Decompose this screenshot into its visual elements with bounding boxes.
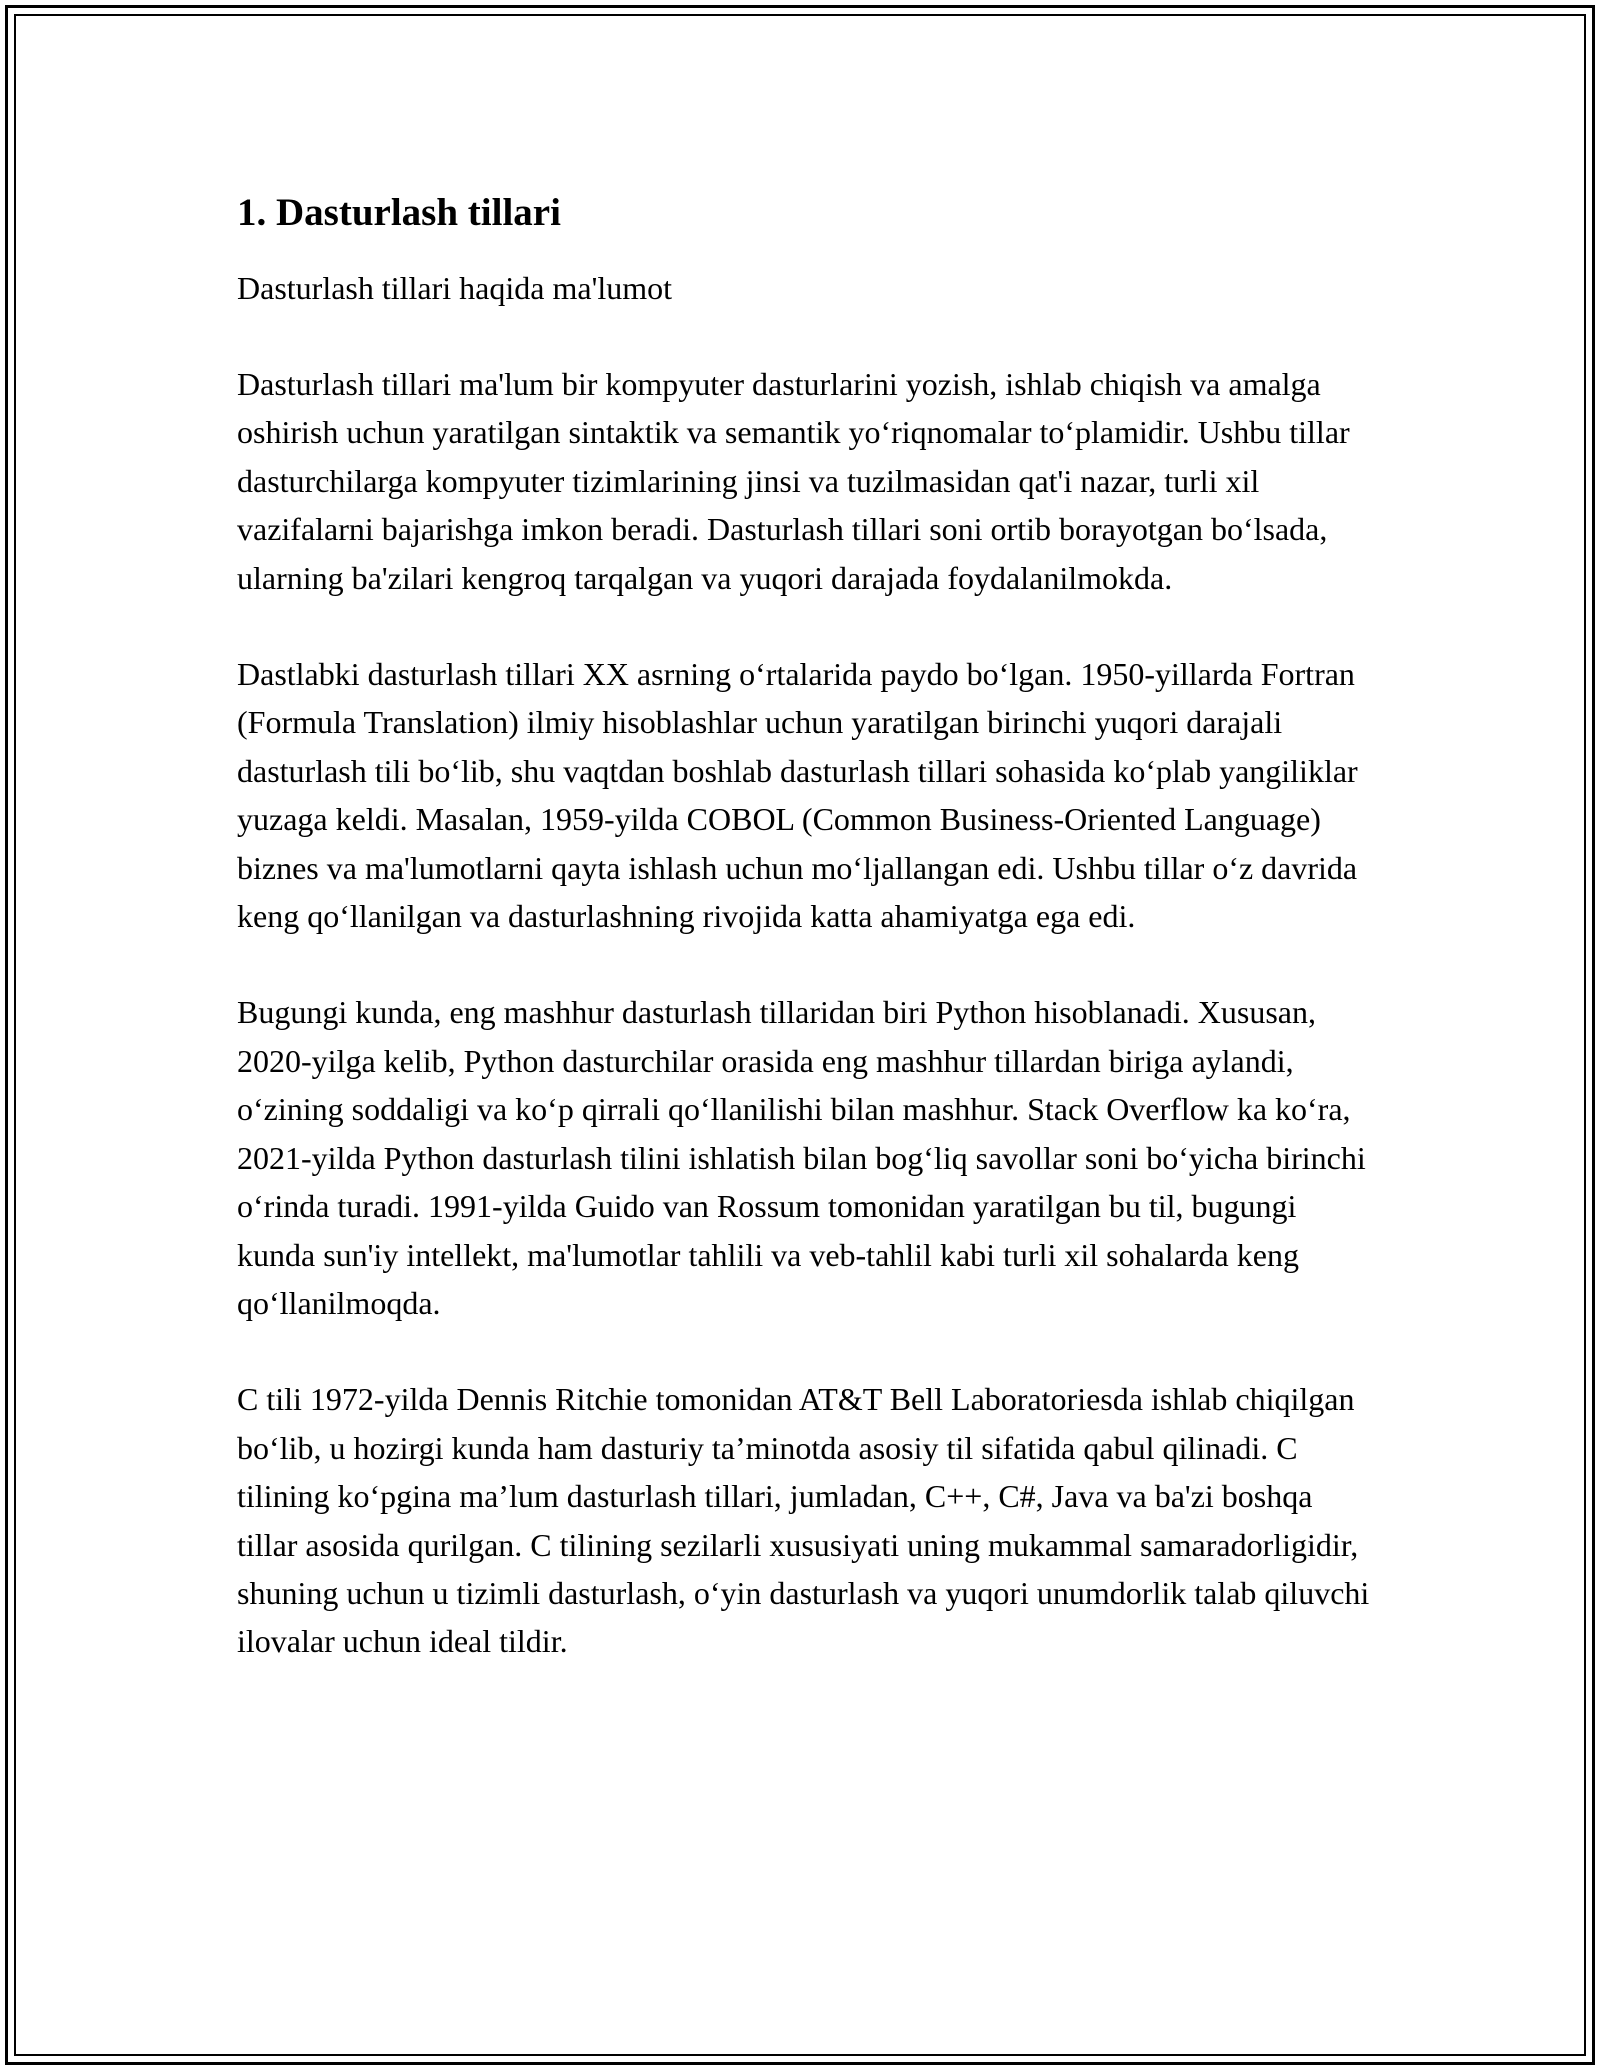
section-subtitle: Dasturlash tillari haqida ma'lumot bbox=[237, 270, 672, 306]
paragraph-intro: Dasturlash tillari ma'lum bir kompyuter dasturlarini yozish, ishlab chiqish va amalga oshirish uchun yaratilgan sintaktik va semantik yo‘riqnomalar to‘plamidir. Ushbu tillar dasturchilarga kompyuter tizimlarining jinsi va tuzilmasidan qat'i nazar, turli xil vazifalarni bajarishga imkon beradi. Dasturlash tillari soni ortib borayotgan bo‘lsada, ularning ba'zilari kengroq tarqalgan va yuqori darajada foydalanilmokda. bbox=[237, 366, 1350, 596]
section-heading: 1. Dasturlash tillari bbox=[237, 191, 561, 234]
document-body bbox=[237, 190, 1372, 1666]
paragraph-c-language: C tili 1972-yilda Dennis Ritchie tomonidan AT&T Bell Laboratoriesda ishlab chiqilgan bo‘lib, u hozirgi kunda ham dasturiy ta’minotda asosiy til sifatida qabul qilinadi. C tilining ko‘pgina ma’lum dasturlash tillari, jumladan, C++, C#, Java va ba'zi boshqa tillar asosida qurilgan. C tilining sezilarli xususiyati uning mukammal samaradorligidir, shuning uchun u tizimli dasturlash, o‘yin dasturlash va yuqori unumdorlik talab qiluvchi ilovalar uchun ideal tildir. bbox=[237, 1381, 1370, 1660]
paragraph-history: Dastlabki dasturlash tillari XX asrning o‘rtalarida paydo bo‘lgan. 1950-yillarda Fortran (Formula Translation) ilmiy hisoblashlar uchun yaratilgan birinchi yuqori darajali dasturlash tili bo‘lib, shu vaqtdan boshlab dasturlash tillari sohasida ko‘plab yangiliklar yuzaga keldi. Masalan, 1959-yilda COBOL (Common Business-Oriented Language) biznes va ma'lumotlarni qayta ishlash uchun mo‘ljallangan edi. Ushbu tillar o‘z davrida keng qo‘llanilgan va dasturlashning rivojida katta ahamiyatga ega edi. bbox=[237, 656, 1358, 935]
paragraph-python: Bugungi kunda, eng mashhur dasturlash tillaridan biri Python hisoblanadi. Xususan, 2020-yilga kelib, Python dasturchilar orasida eng mashhur tillardan biriga aylandi, o‘zining soddaligi va ko‘p qirrali qo‘llanilishi bilan mashhur. Stack Overflow ka ko‘ra, 2021-yilda Python dasturlash tilini ishlatish bilan bog‘liq savollar soni bo‘yicha birinchi o‘rinda turadi. 1991-yilda Guido van Rossum tomonidan yaratilgan bu til, bugungi kunda sun'iy intellekt, ma'lumotlar tahlili va veb-tahlil kabi turli xil sohalarda keng qo‘llanilmoqda. bbox=[237, 994, 1366, 1321]
